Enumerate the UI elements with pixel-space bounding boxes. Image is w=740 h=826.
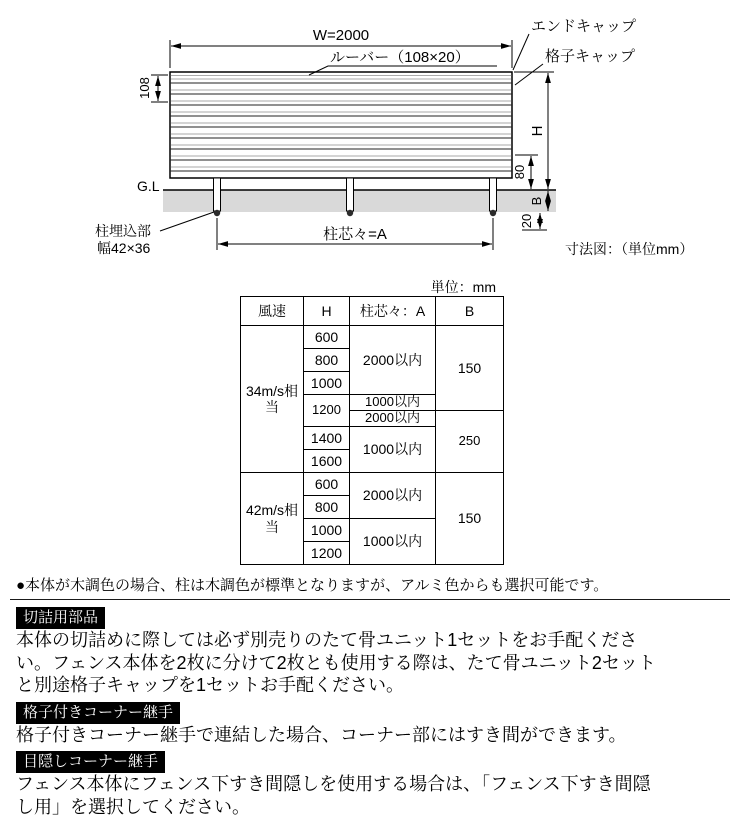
dim-h-label: H <box>529 125 546 137</box>
column-header-a: 柱芯々：A <box>350 297 436 326</box>
column-header-h: H <box>304 297 350 326</box>
table-cell: 250 <box>436 411 504 473</box>
table-cell: 1000 <box>304 372 350 395</box>
lattice-cap-label: 格子キャップ <box>545 48 636 65</box>
post-embed-label: 柱埋込部 <box>95 223 151 239</box>
width-dimension-label: W=2000 <box>312 27 370 44</box>
section-body-lattice-corner-joint: 格子付きコーナー継手で連結した場合、コーナー部にはすき間ができます。 <box>16 725 627 745</box>
section-title-privacy-corner-joint: 目隠しコーナー継手 <box>16 751 165 773</box>
section-title-lattice-corner-joint: 格子付きコーナー継手 <box>16 702 180 724</box>
column-header-wind: 風速 <box>241 297 304 326</box>
table-cell: 150 <box>436 473 504 565</box>
table-cell: 1400 <box>304 427 350 450</box>
table-cell: 1000 <box>304 519 350 542</box>
post-right <box>490 178 497 216</box>
table-cell: 800 <box>304 496 350 519</box>
table-cell: 2000以内 <box>350 326 436 395</box>
ground-level-label: G.L <box>137 178 160 194</box>
end-cap-label: エンドキャップ <box>531 18 637 35</box>
louver-label: ルーバー（108×20） <box>330 49 470 66</box>
dim-80-label: 80 <box>512 164 527 180</box>
table-cell: 1000以内 <box>350 519 436 565</box>
post-embed-size-label: 幅42×36 <box>97 240 151 256</box>
dim-108 <box>151 75 168 102</box>
end-cap-leader-line <box>513 34 529 70</box>
table-cell: 1000以内 <box>350 395 436 411</box>
dimension-diagram <box>0 0 740 270</box>
dim-108-label: 108 <box>137 77 152 99</box>
table-cell: 800 <box>304 349 350 372</box>
table-cell: 1200 <box>304 395 350 427</box>
table-cell: 150 <box>436 326 504 411</box>
table-unit-label: 単位：mm <box>430 279 496 295</box>
post-middle <box>347 178 354 216</box>
section-title-cut-parts: 切詰用部品 <box>16 607 105 629</box>
table-cell: 1600 <box>304 450 350 473</box>
table-cell: 600 <box>304 473 350 496</box>
column-header-b: B <box>436 297 504 326</box>
wind-speed-cell: 42m/s相当 <box>241 473 304 565</box>
table-cell: 2000以内 <box>350 411 436 427</box>
post-pitch-label: 柱芯々=A <box>323 226 387 243</box>
dim-20-label: 20 <box>519 213 534 229</box>
lattice-cap-leader-line <box>515 64 543 85</box>
post-left <box>214 178 221 216</box>
diagram-caption: 寸法図：（単位mm） <box>565 241 694 257</box>
color-note: ●本体が木調色の場合、柱は木調色が標準となりますが、アルミ色からも選択可能です。 <box>16 577 609 594</box>
post-embed-leader-line <box>160 212 214 231</box>
section-divider <box>10 599 730 600</box>
table-cell: 600 <box>304 326 350 349</box>
table-row <box>241 326 504 349</box>
table-cell: 2000以内 <box>350 473 436 519</box>
table-row <box>241 473 504 496</box>
section-body-privacy-corner-joint: フェンス本体にフェンス下すき間隠しを使用する場合は、「フェンス下すき間隠し用」を選択してください。 <box>16 774 651 817</box>
table-cell: 1000以内 <box>350 427 436 473</box>
fence-panel <box>170 72 512 178</box>
section-body-cut-parts: 本体の切詰めに際しては必ず別売りのたて骨ユニット1セットをお手配ください。フェンス本体を2枚に分けて2枚とも使用する際は、たて骨ユニット2セットと別途格子キャップを1セットお手配ください。 <box>16 630 656 695</box>
ground-band <box>163 190 556 212</box>
wind-speed-cell: 34m/s相当 <box>241 326 304 473</box>
spec-table <box>240 296 504 565</box>
dim-b-label: B <box>529 196 544 206</box>
table-cell: 1200 <box>304 542 350 565</box>
